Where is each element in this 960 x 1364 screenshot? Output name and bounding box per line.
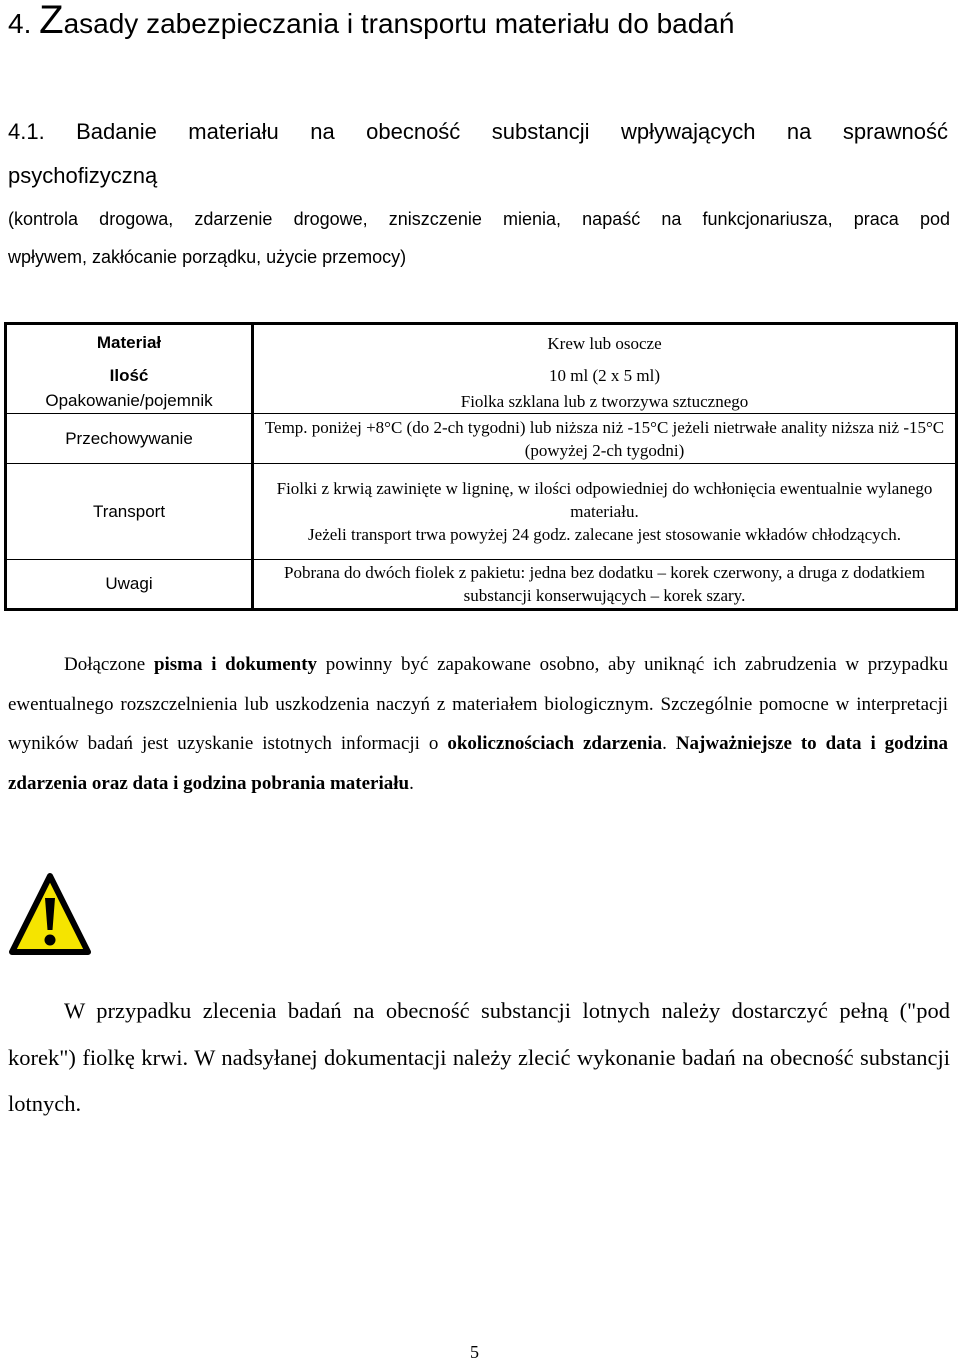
table-row [6,464,957,560]
para2-text: W przypadku zlecenia badań na obecność substancji lotnych należy dostarczyć pełną ("pod korek") fiolkę krwi. W nadsyłanej dokumentacji należy zlecić wykonanie badań na obecność substancji lotnych. [8,998,950,1116]
label-przechowywanie: Przechowywanie [6,414,253,464]
label-ilosc: Ilość [6,362,253,390]
para1-text3: . [662,733,676,754]
subsection-heading [8,110,948,198]
para1-text4: . [409,772,414,794]
scope-note [8,200,950,276]
table-row [6,414,957,464]
section-number: 4. [8,8,40,39]
page-number: 5 [470,1342,479,1362]
para1-text2: powinny być zapakowane osobno, aby uniknąć ich zabrudzenia w przypadku ewentualnego rozszczelnienia lub uszkodzenia naczyń z materiałem biologicznym. Szczególnie pomocne w interpretacji wyników badań jest uzyskanie istotnych informacji o [8,654,948,754]
volatile-substances-paragraph [8,988,950,1128]
para1-text1: Dołączone [64,654,154,675]
para1-bold3: Najważniejsze to data i godzina zdarzenia oraz data i godzina pobrania materiału [8,733,949,794]
value-transport [253,464,957,560]
label-transport: Transport [6,464,253,560]
table-row [6,390,957,414]
subsection-heading-line1: 4.1. Badanie materiału na obecność substancji wpływających na sprawność [8,119,948,144]
section-heading [8,0,734,44]
sample-requirements-table [4,322,958,611]
label-uwagi: Uwagi [6,560,253,610]
warning-triangle-icon [8,872,92,956]
section-initial: Z [39,0,64,42]
value-ilosc: 10 ml (2 x 5 ml) [549,366,660,385]
para1-bold2: okolicznościach zdarzenia [447,733,663,754]
label-material: Materiał [6,324,253,362]
section-title: asady zabezpieczania i transportu materiału do badań [63,8,735,39]
documents-paragraph [8,645,948,803]
value-material: Krew lub osocze [547,333,662,353]
scope-note-line2: wpływem, zakłócanie porządku, użycie przemocy) [8,247,407,267]
value-transport-part1: Fiolki z krwią zawinięte w ligninę, w ilości odpowiedniej do wchłonięcia ewentualnie wylanego materiału. [276,479,933,521]
subsection-heading-line2: psychofizyczną [8,163,158,188]
para1-bold1: pisma i dokumenty [153,654,318,675]
value-uwagi: Pobrana do dwóch fiolek z pakietu: jedna bez dodatku – korek czerwony, a druga z dodatkiem substancji konserwujących – korek szary. [253,560,957,610]
value-opakowanie: Fiolka szklana lub z tworzywa sztucznego [460,391,749,411]
label-opakowanie: Opakowanie/pojemnik [6,390,253,414]
table-row [6,560,957,610]
value-przechowywanie: Temp. poniżej +8°C (do 2-ch tygodni) lub niższa niż -15°C jeżeli nietrwałe anality niższa niż -15°C (powyżej 2-ch tygodni) [253,414,957,464]
table-row [6,362,957,390]
scope-note-line1: (kontrola drogowa, zdarzenie drogowe, zniszczenie mienia, napaść na funkcjonariusza, praca pod [8,209,950,229]
table-row [6,324,957,362]
value-transport-part2: Jeżeli transport trwa powyżej 24 godz. zalecane jest stosowanie wkładów chłodzących. [308,525,901,544]
